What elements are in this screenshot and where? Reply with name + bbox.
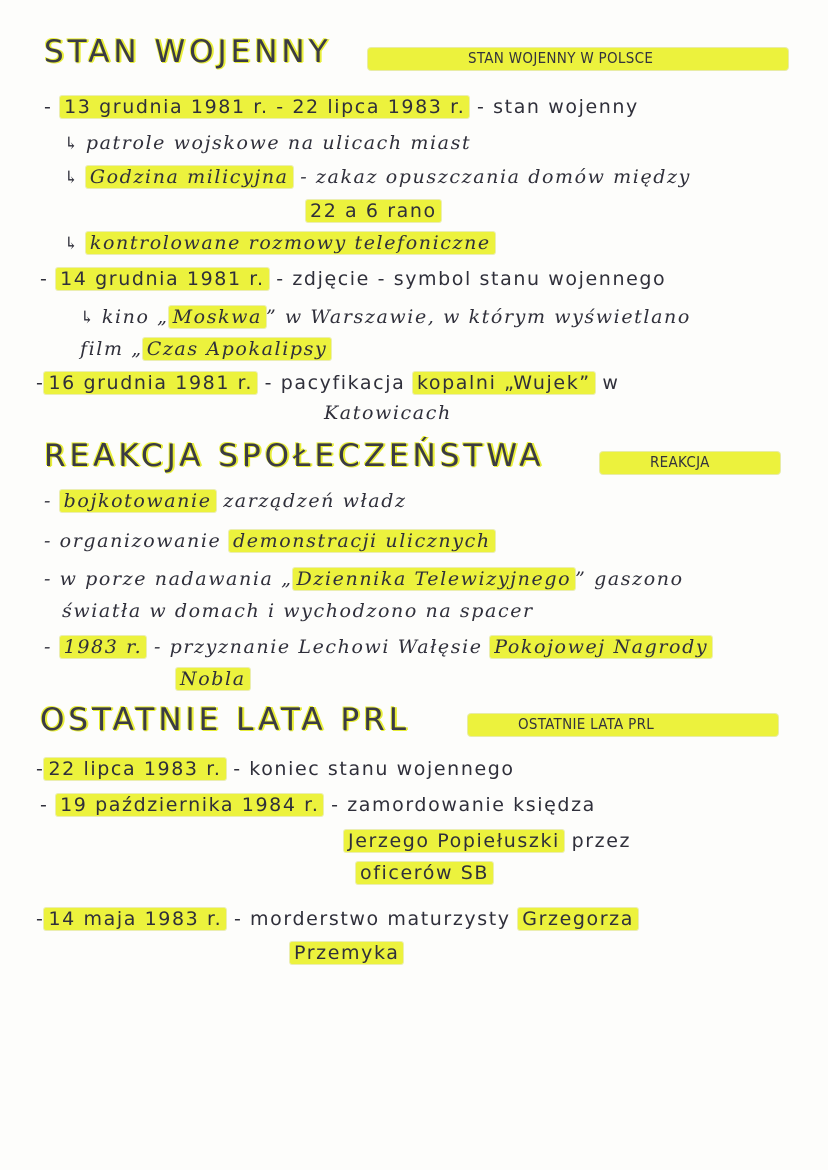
highlight-term: Grzegorza bbox=[518, 908, 638, 930]
highlight-term: kopalni „Wujek” bbox=[413, 372, 595, 394]
line-przemyka bbox=[290, 940, 403, 966]
highlight-term: Przemyka bbox=[290, 942, 403, 964]
line-text: światła w domach i wychodzono na spacer bbox=[62, 600, 534, 622]
line-text: w bbox=[602, 372, 620, 394]
banner-label: STAN WOJENNY W POLSCE bbox=[468, 49, 654, 67]
highlight-date: 13 grudnia 1981 r. - 22 lipca 1983 r. bbox=[60, 96, 469, 118]
section-banner-ostatnie bbox=[468, 714, 778, 736]
line-text: film „ bbox=[80, 338, 143, 360]
line-text: - zamordowanie księdza bbox=[331, 794, 596, 816]
highlight-term: Pokojowej Nagrody bbox=[490, 636, 712, 658]
line-nobla bbox=[176, 666, 250, 692]
line-1983-nobel: - 1983 r. - przyznanie Lechowi Wałęsie Pokojowej Nagrody bbox=[44, 634, 712, 660]
banner-label: OSTATNIE LATA PRL bbox=[518, 715, 655, 733]
curved-arrow-icon: ↳ bbox=[64, 134, 80, 154]
line-text: Katowicach bbox=[324, 402, 452, 424]
highlight-term: oficerów SB bbox=[356, 862, 493, 884]
highlight-hours: 22 a 6 rano bbox=[306, 200, 441, 222]
line-text: ” gaszono bbox=[575, 568, 684, 590]
section-title-stan-wojenny: STAN WOJENNY bbox=[44, 34, 332, 70]
highlight-term: Czas Apokalipsy bbox=[143, 338, 332, 360]
highlight-date: 16 grudnia 1981 r. bbox=[44, 372, 257, 394]
line-patrole bbox=[64, 130, 471, 157]
highlight-term: Nobla bbox=[176, 668, 250, 690]
highlight-term: Moskwa bbox=[169, 306, 266, 328]
line-dziennik bbox=[44, 566, 684, 592]
line-19-pazdziernika: - 19 października 1984 r. - zamordowanie księdza bbox=[40, 794, 596, 816]
line-bojkotowanie: - bojkotowanie zarządzeń władz bbox=[44, 490, 407, 512]
line-text: - koniec stanu wojennego bbox=[233, 758, 515, 780]
line-14-maja: - 14 maja 1983 r. - morderstwo maturzysty Grzegorza bbox=[36, 906, 638, 932]
line-godzina-milicyjna bbox=[64, 164, 691, 191]
section-title-ostatnie: OSTATNIE LATA PRL bbox=[40, 702, 410, 738]
line-16-grudnia: - 16 grudnia 1981 r. - pacyfikacja kopalni „Wujek” w bbox=[36, 372, 620, 394]
line-text: zarządzeń władz bbox=[223, 490, 407, 512]
line-oficerow bbox=[356, 860, 493, 886]
line-13-grudnia: - 13 grudnia 1981 r. - 22 lipca 1983 r. - stan wojenny bbox=[44, 96, 639, 118]
highlight-date: 22 lipca 1983 r. bbox=[44, 758, 225, 780]
line-22-a-6 bbox=[306, 198, 441, 224]
highlight-date: 1983 r. bbox=[60, 636, 147, 658]
line-text: - morderstwo maturzysty bbox=[233, 908, 511, 930]
section-banner-stan-wojenny bbox=[368, 48, 788, 70]
line-popieluszko bbox=[344, 828, 631, 854]
highlight-term: Godzina milicyjna bbox=[86, 166, 293, 188]
line-kino-moskwa bbox=[80, 304, 691, 331]
highlight-term: Dziennika Telewizyjnego bbox=[293, 568, 576, 590]
line-text: patrole wojskowe na ulicach miast bbox=[85, 132, 472, 154]
highlight-term: bojkotowanie bbox=[60, 490, 216, 512]
highlight-term: Jerzego Popiełuszki bbox=[344, 830, 564, 852]
line-text: - przyznanie Lechowi Wałęsie bbox=[153, 636, 483, 658]
highlight-date: 14 maja 1983 r. bbox=[44, 908, 226, 930]
highlight-term: kontrolowane rozmowy telefoniczne bbox=[86, 232, 495, 254]
banner-label: REAKCJA bbox=[650, 453, 710, 471]
curved-arrow-icon: ↳ bbox=[64, 234, 80, 254]
line-text: - organizowanie bbox=[44, 530, 222, 552]
line-text: - w porze nadawania „ bbox=[44, 568, 293, 590]
line-text: kino „ bbox=[101, 306, 169, 328]
curved-arrow-icon: ↳ bbox=[80, 308, 96, 328]
section-banner-reakcja bbox=[600, 452, 780, 474]
line-text: - stan wojenny bbox=[477, 96, 639, 118]
line-text: - zakaz opuszczania domów między bbox=[300, 166, 692, 188]
line-text: - pacyfikacja bbox=[264, 372, 406, 394]
line-katowicach bbox=[324, 400, 452, 426]
highlight-date: 19 października 1984 r. bbox=[56, 794, 323, 816]
line-text: - zdjęcie - symbol stanu wojennego bbox=[276, 268, 667, 290]
highlight-term: demonstracji ulicznych bbox=[229, 530, 495, 552]
section-title-reakcja: REAKCJA SPOŁECZEŃSTWA bbox=[44, 438, 545, 474]
line-kontrolowane bbox=[64, 230, 495, 257]
line-text: ” w Warszawie, w którym wyświetlano bbox=[265, 306, 691, 328]
line-text: przez bbox=[571, 830, 632, 852]
line-swiatla bbox=[62, 598, 534, 624]
line-organizowanie bbox=[44, 528, 495, 554]
line-22-lipca: - 22 lipca 1983 r. - koniec stanu wojennego bbox=[36, 758, 515, 780]
line-14-grudnia: - 14 grudnia 1981 r. - zdjęcie - symbol stanu wojennego bbox=[40, 268, 667, 290]
curved-arrow-icon: ↳ bbox=[64, 168, 80, 188]
highlight-date: 14 grudnia 1981 r. bbox=[56, 268, 269, 290]
line-film bbox=[80, 336, 331, 362]
